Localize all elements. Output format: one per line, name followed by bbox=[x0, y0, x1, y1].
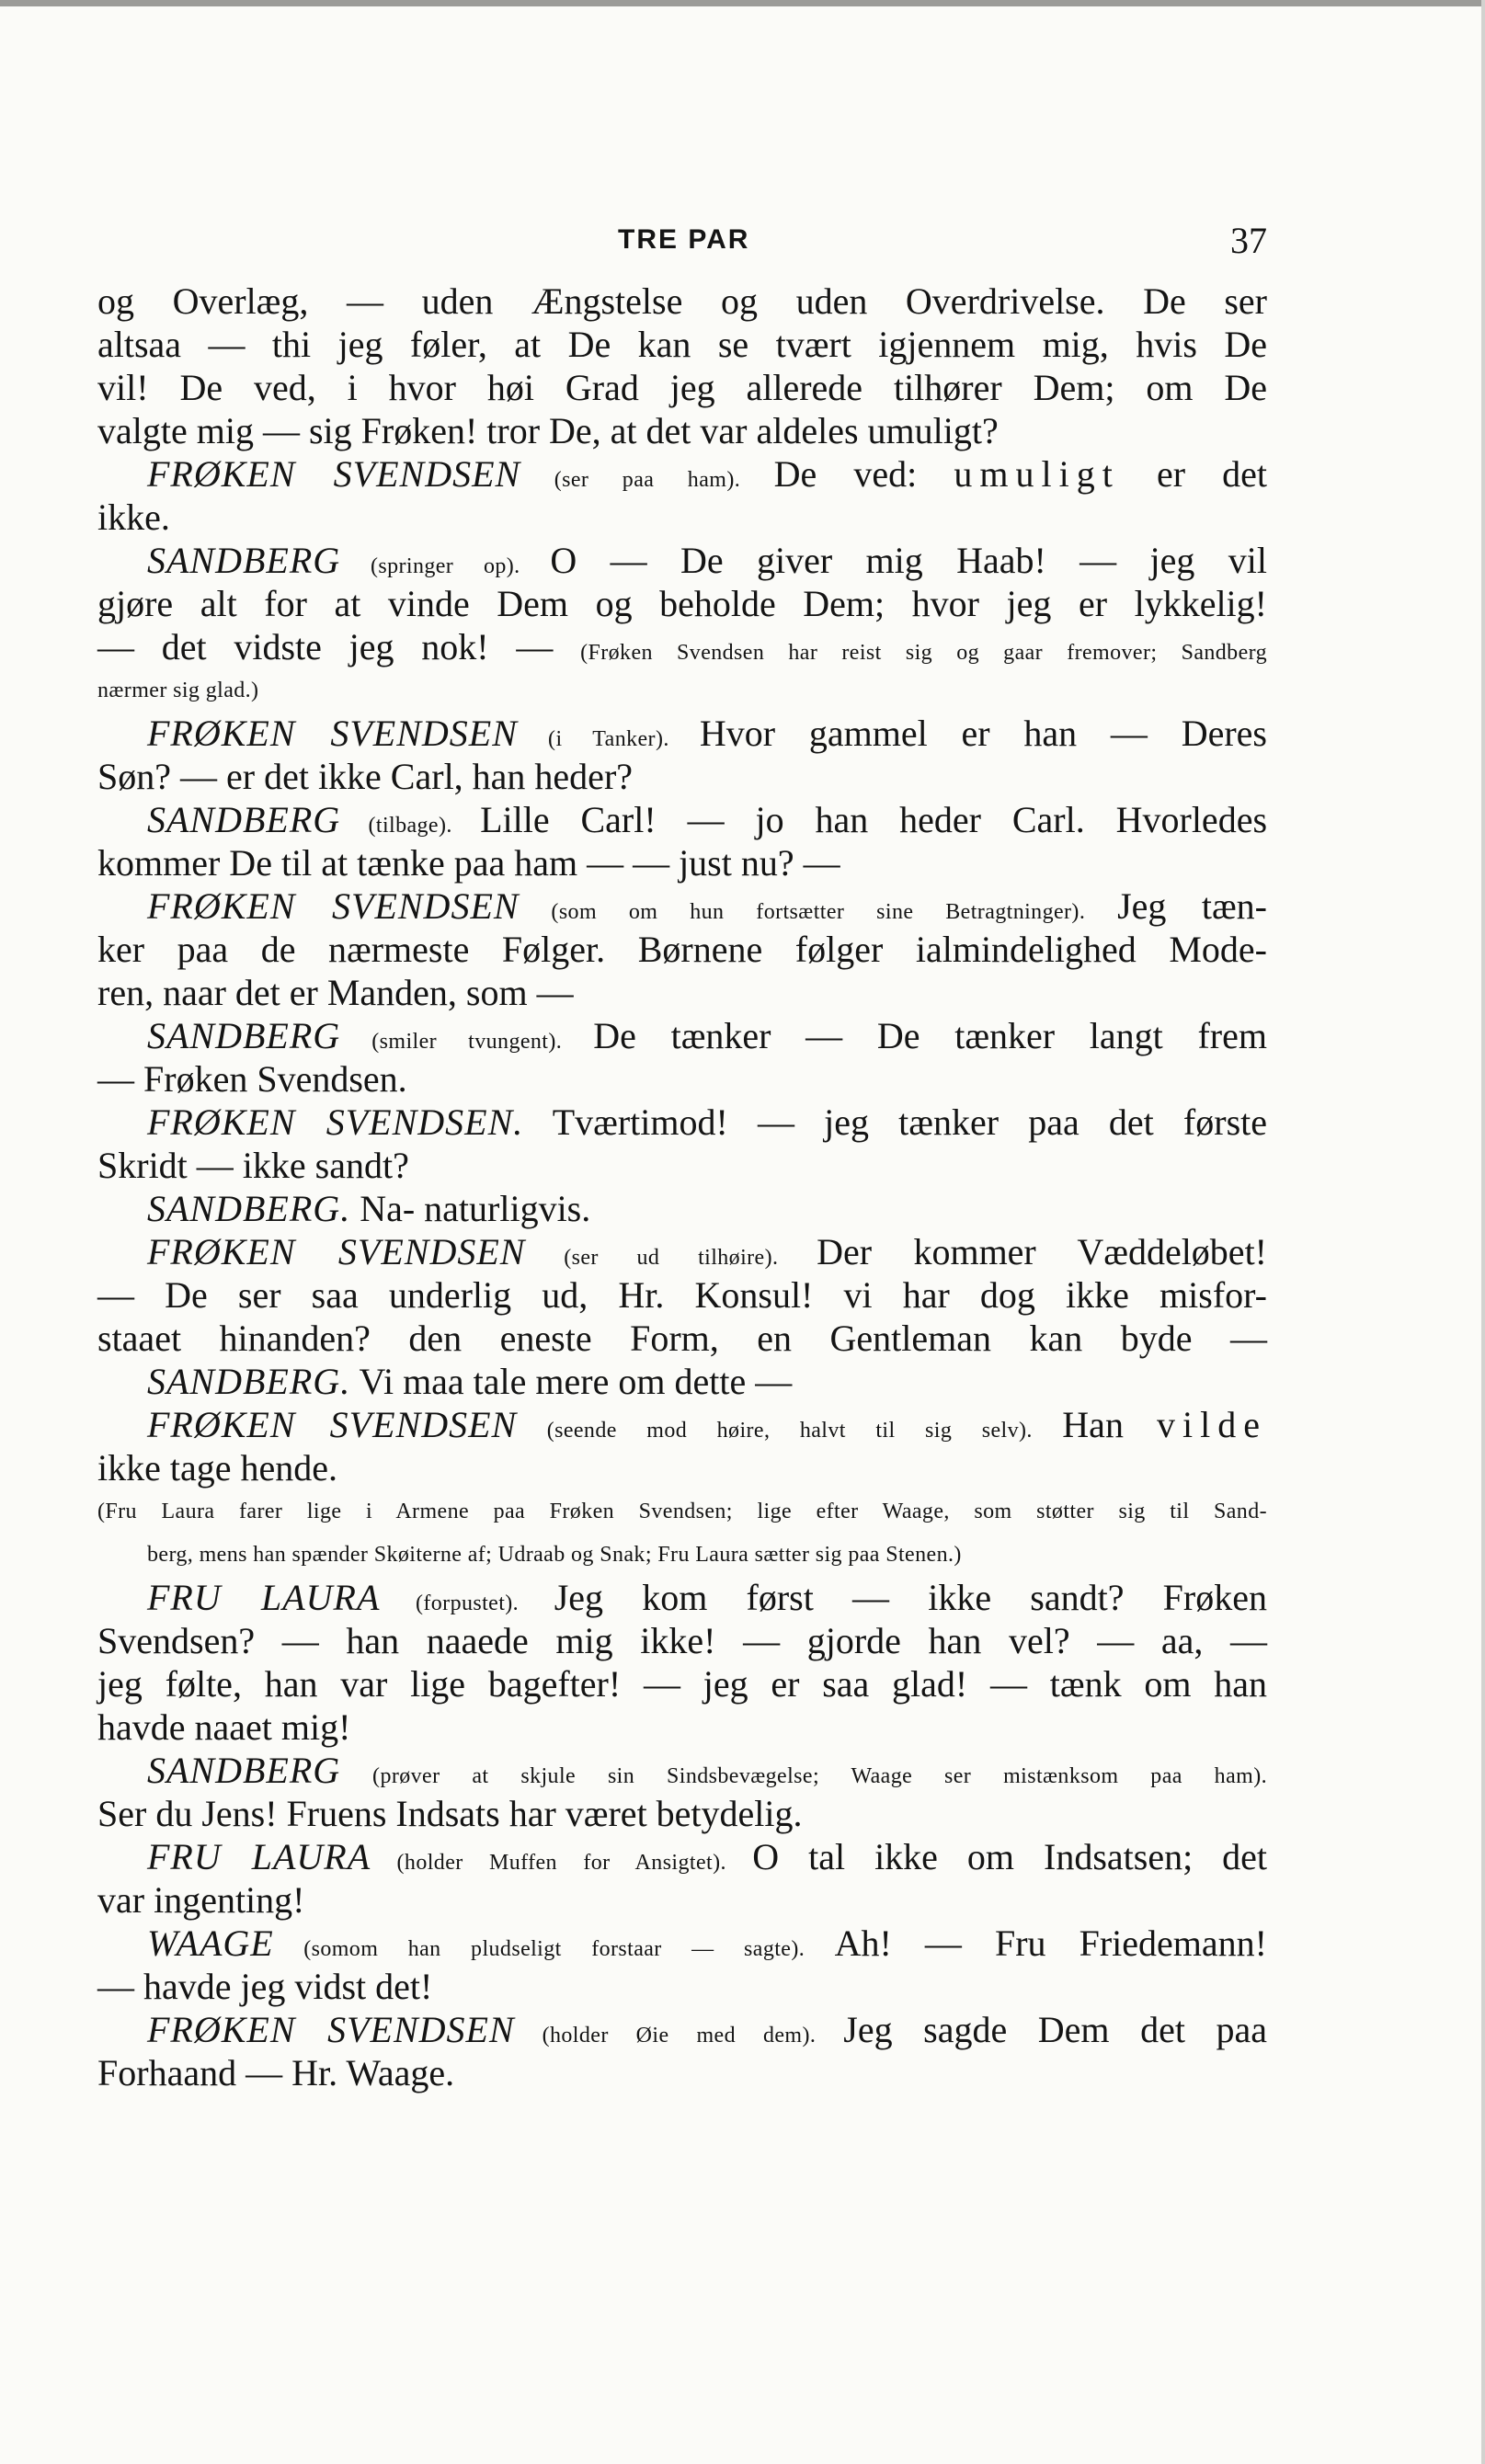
stage-direction: (smiler tvungent). bbox=[340, 1030, 594, 1054]
page-right-edge bbox=[1481, 0, 1485, 2464]
text-line bbox=[97, 1878, 1267, 1922]
text-line bbox=[97, 1489, 1267, 1533]
stage-direction: (tilbage). bbox=[340, 814, 481, 838]
text-run: Ah! — Fru Friedemann! bbox=[834, 1922, 1267, 1964]
text-line bbox=[97, 366, 1267, 409]
text-run: er det bbox=[1119, 453, 1267, 495]
stage-direction: (somom han pludseligt forstaar — sagte). bbox=[273, 1937, 835, 1961]
text-line bbox=[97, 668, 1267, 712]
text-line bbox=[97, 1749, 1267, 1792]
text-line bbox=[97, 323, 1267, 366]
text-run: staaet hinanden? den eneste Form, en Gentleman kan byde — bbox=[97, 1318, 1267, 1359]
text-line bbox=[97, 971, 1267, 1014]
text-line bbox=[97, 1446, 1267, 1489]
text-line bbox=[97, 1662, 1267, 1705]
stage-direction: (Frøken Svendsen har reist sig og gaar fremover; Sandberg bbox=[580, 641, 1267, 665]
text-line bbox=[97, 1101, 1267, 1144]
text-line bbox=[97, 1360, 1267, 1403]
text-line bbox=[97, 928, 1267, 971]
speaker-name: FRØKEN SVENDSEN bbox=[147, 885, 520, 927]
text-run: Lille Carl! — jo han heder Carl. Hvorledes bbox=[480, 799, 1268, 840]
text-run: — De ser saa underlig ud, Hr. Konsul! vi har dog ikke misfor- bbox=[97, 1274, 1267, 1316]
text-line bbox=[97, 2051, 1267, 2094]
text-line bbox=[97, 1922, 1267, 1965]
text-run: ikke. bbox=[97, 496, 170, 538]
text-line bbox=[97, 1057, 1267, 1101]
text-line bbox=[97, 1705, 1267, 1749]
text-run: Jeg kom først — ikke sandt? Frøken bbox=[554, 1577, 1267, 1618]
text-run: ren, naar det er Manden, som — bbox=[97, 972, 574, 1013]
stage-direction: berg, mens han spænder Skøiterne af; Udraab og Snak; Fru Laura sætter sig paa Stenen.) bbox=[147, 1543, 962, 1567]
text-run: Jeg sagde Dem det paa bbox=[843, 2009, 1268, 2050]
text-run: — det vidste jeg nok! — bbox=[97, 626, 581, 667]
text-line bbox=[97, 1273, 1267, 1317]
text-line bbox=[97, 409, 1267, 452]
speaker-name: FRØKEN SVENDSEN. bbox=[147, 1101, 524, 1143]
text-line bbox=[97, 2008, 1267, 2051]
page-top-edge bbox=[0, 0, 1485, 6]
text-line bbox=[97, 1144, 1267, 1187]
text-run: Der kommer Væddeløbet! bbox=[817, 1231, 1267, 1272]
text-line bbox=[97, 1619, 1267, 1662]
text-run: Ser du Jens! Fruens Indsats har været betydelig. bbox=[97, 1793, 803, 1834]
text-line bbox=[97, 582, 1267, 625]
text-line bbox=[97, 1187, 1267, 1230]
page-header bbox=[97, 219, 1267, 265]
text-run: Svendsen? — han naaede mig ikke! — gjorde han vel? — aa, — bbox=[97, 1620, 1267, 1661]
text-run: Forhaand — Hr. Waage. bbox=[97, 2052, 455, 2093]
text-run: vil! De ved, i hvor høi Grad jeg allerede tilhører Dem; om De bbox=[97, 367, 1267, 408]
text-run: Han bbox=[1062, 1404, 1158, 1445]
speaker-name: FRØKEN SVENDSEN bbox=[147, 453, 521, 495]
text-line bbox=[97, 496, 1267, 539]
text-run: Hvor gammel er han — Deres bbox=[699, 713, 1267, 754]
spaced-emphasis: umuligt bbox=[954, 453, 1120, 495]
text-run: Jeg tæn- bbox=[1117, 885, 1267, 927]
speaker-name: SANDBERG bbox=[147, 799, 341, 840]
text-run: valgte mig — sig Frøken! tror De, at det var aldeles umuligt? bbox=[97, 410, 999, 451]
text-line bbox=[97, 625, 1267, 668]
text-line bbox=[97, 279, 1267, 323]
text-line bbox=[97, 1403, 1267, 1446]
speaker-name: FRU LAURA bbox=[147, 1836, 371, 1877]
text-run: Tværtimod! — jeg tænker paa det første bbox=[523, 1101, 1267, 1143]
page-number: 37 bbox=[1230, 220, 1267, 261]
text-run: Na- naturligvis. bbox=[350, 1188, 591, 1229]
text-line bbox=[97, 452, 1267, 496]
running-title: TRE PAR bbox=[618, 224, 750, 255]
speaker-name: FRØKEN SVENDSEN bbox=[147, 1231, 526, 1272]
speaker-name: SANDBERG bbox=[147, 540, 341, 581]
text-run: Vi maa tale mere om dette — bbox=[350, 1361, 793, 1402]
text-run: gjøre alt for at vinde Dem og beholde Dem; hvor jeg er lykkelig! bbox=[97, 583, 1267, 624]
speaker-name: FRØKEN SVENDSEN bbox=[147, 713, 518, 754]
text-line bbox=[97, 798, 1267, 841]
text-run: O — De giver mig Haab! — jeg vil bbox=[550, 540, 1268, 581]
stage-direction: (seende mod høire, halvt til sig selv). bbox=[517, 1419, 1063, 1443]
stage-direction: (holder Øie med dem). bbox=[514, 2024, 844, 2048]
spaced-emphasis: vilde bbox=[1157, 1404, 1268, 1445]
speaker-name: FRØKEN SVENDSEN bbox=[147, 1404, 518, 1445]
text-line bbox=[97, 1533, 1267, 1576]
text-run: ker paa de nærmeste Følger. Børnene følger ialmindelighed Mode- bbox=[97, 929, 1267, 970]
stage-direction: (som om hun fortsætter sine Betragtninger). bbox=[519, 900, 1118, 924]
text-run: Skridt — ikke sandt? bbox=[97, 1145, 409, 1186]
stage-direction: (springer op). bbox=[340, 554, 551, 578]
speaker-name: SANDBERG. bbox=[147, 1188, 351, 1229]
text-line bbox=[97, 1317, 1267, 1360]
stage-direction: (prøver at skjule sin Sindsbevægelse; Waage ser mistænksom paa ham). bbox=[340, 1764, 1267, 1788]
speaker-name: WAAGE bbox=[147, 1922, 274, 1964]
text-run: Søn? — er det ikke Carl, han heder? bbox=[97, 756, 634, 797]
text-line bbox=[97, 755, 1267, 798]
text-run: ikke tage hende. bbox=[97, 1447, 337, 1489]
text-run: og Overlæg, — uden Ængstelse og uden Overdrivelse. De ser bbox=[97, 280, 1267, 322]
text-line bbox=[97, 712, 1267, 755]
speaker-name: SANDBERG. bbox=[147, 1361, 351, 1402]
text-line bbox=[97, 1014, 1267, 1057]
text-run: var ingenting! bbox=[97, 1879, 305, 1921]
stage-direction: (forpustet). bbox=[380, 1591, 554, 1615]
text-run: De tænker — De tænker langt frem bbox=[593, 1015, 1267, 1056]
stage-direction: (holder Muffen for Ansigtet). bbox=[371, 1851, 753, 1875]
text-run: altsaa — thi jeg føler, at De kan se tvært igjennem mig, hvis De bbox=[97, 324, 1267, 365]
text-run: kommer De til at tænke paa ham — — just nu? — bbox=[97, 842, 840, 884]
speaker-name: SANDBERG bbox=[147, 1750, 341, 1791]
text-run: De ved: bbox=[773, 453, 954, 495]
stage-direction: (ser ud tilhøire). bbox=[525, 1246, 817, 1270]
stage-direction: nærmer sig glad.) bbox=[97, 679, 259, 702]
text-line bbox=[97, 884, 1267, 928]
text-run: O tal ikke om Indsatsen; det bbox=[752, 1836, 1268, 1877]
speaker-name: FRU LAURA bbox=[147, 1577, 381, 1618]
stage-direction: (ser paa ham). bbox=[520, 468, 774, 492]
text-run: jeg følte, han var lige bagefter! — jeg er saa glad! — tænk om han bbox=[97, 1663, 1267, 1705]
text-line bbox=[97, 1576, 1267, 1619]
stage-direction: (i Tanker). bbox=[517, 727, 700, 751]
text-line bbox=[97, 539, 1267, 582]
text-line bbox=[97, 1230, 1267, 1273]
play-text-body bbox=[97, 279, 1267, 2094]
text-run: havde naaet mig! bbox=[97, 1706, 351, 1748]
text-line bbox=[97, 1965, 1267, 2008]
text-run: — Frøken Svendsen. bbox=[97, 1058, 407, 1100]
text-run: — havde jeg vidst det! bbox=[97, 1966, 433, 2007]
speaker-name: SANDBERG bbox=[147, 1015, 341, 1056]
text-line bbox=[97, 1792, 1267, 1835]
stage-direction: (Fru Laura farer lige i Armene paa Frøken Svendsen; lige efter Waage, som støtter sig til Sand- bbox=[97, 1500, 1267, 1523]
text-line bbox=[97, 841, 1267, 884]
speaker-name: FRØKEN SVENDSEN bbox=[147, 2009, 515, 2050]
text-line bbox=[97, 1835, 1267, 1878]
